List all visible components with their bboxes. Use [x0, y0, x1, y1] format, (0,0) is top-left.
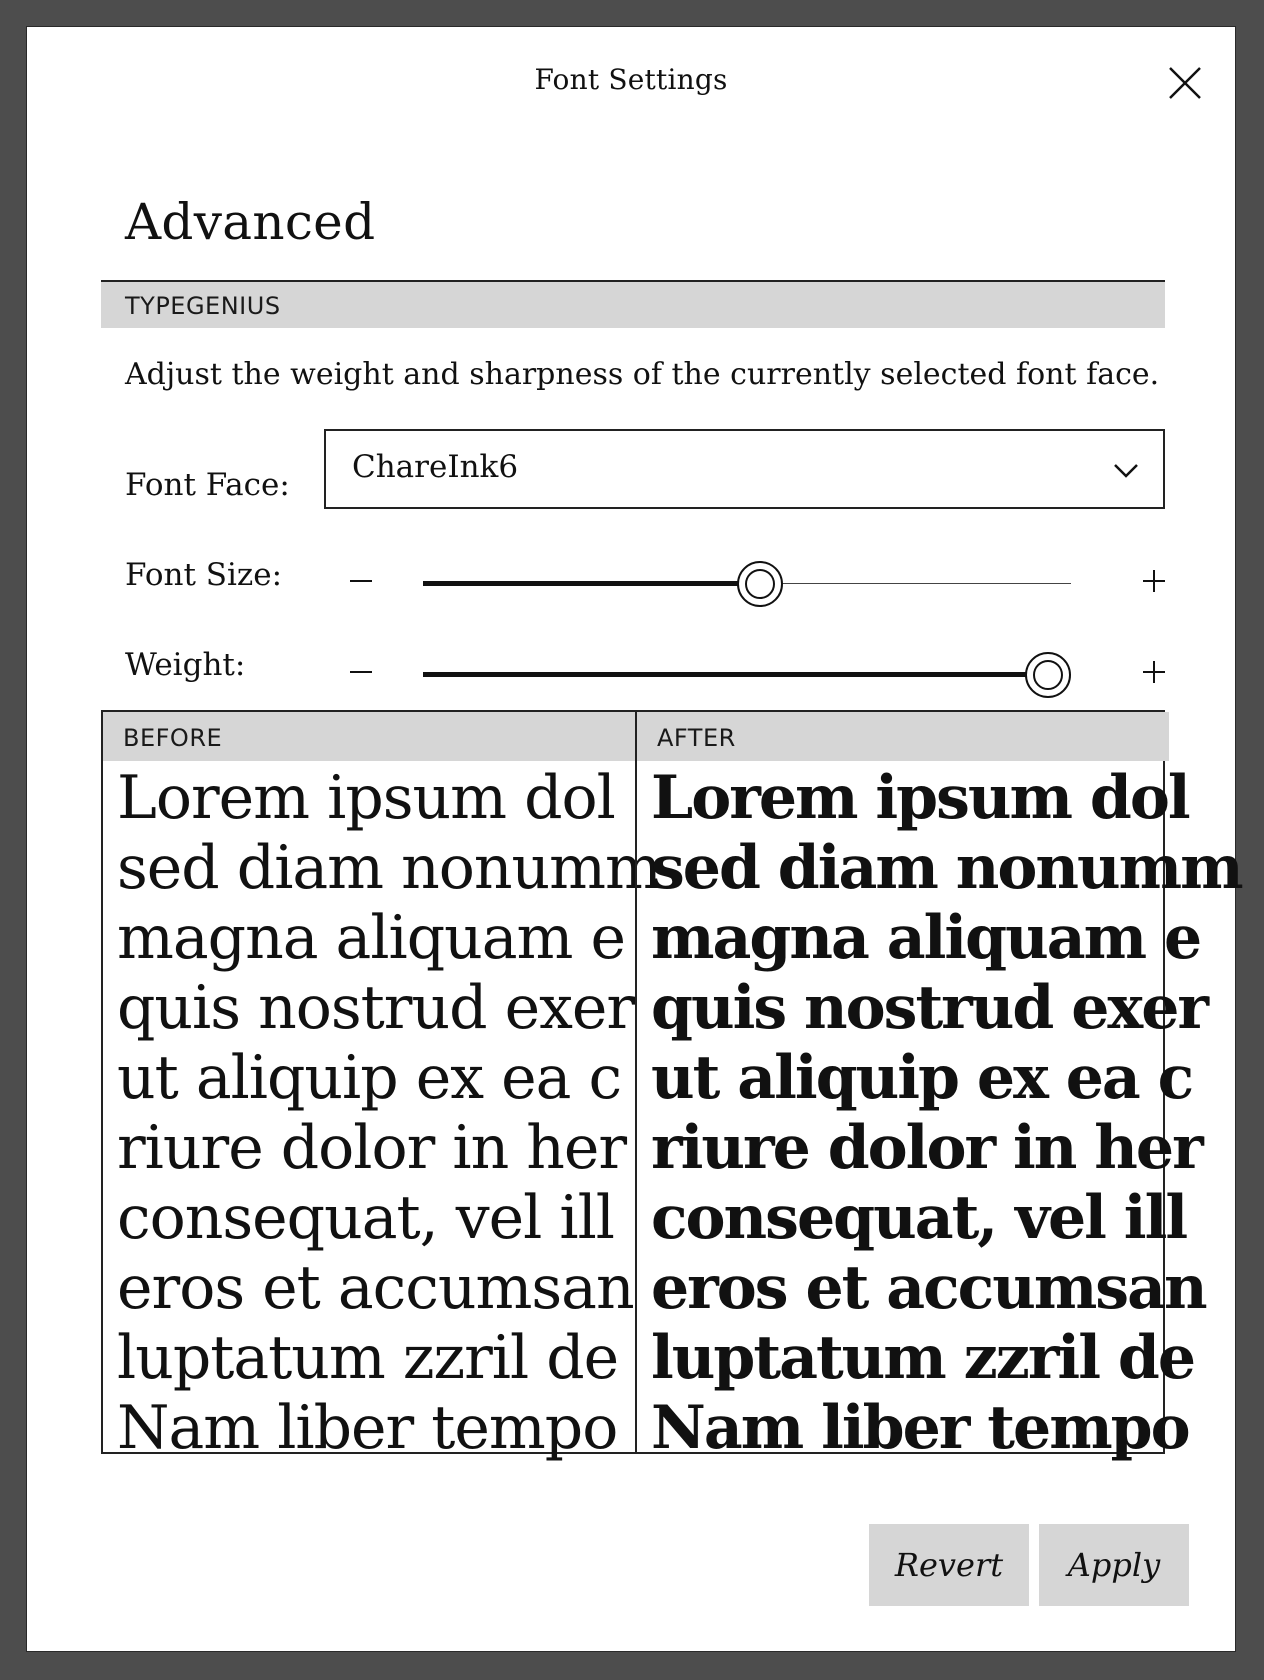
preview-line: magna aliquam e: [117, 903, 626, 973]
slider-thumb[interactable]: [736, 560, 784, 608]
slider-fill: [423, 581, 760, 586]
preview-line: ut aliquip ex ea c: [117, 1043, 622, 1113]
font-face-label: Font Face:: [125, 467, 290, 503]
group-header: [101, 280, 1165, 328]
before-text-area: [117, 761, 661, 1463]
after-pane-header: [637, 712, 1169, 761]
revert-button[interactable]: Revert: [869, 1524, 1029, 1606]
slider-thumb[interactable]: [1024, 651, 1072, 699]
font-face-dropdown[interactable]: [324, 429, 1165, 509]
after-text-area: [651, 761, 1242, 1463]
after-preview-text: [651, 763, 1242, 1463]
weight-label: Weight:: [125, 647, 246, 683]
minus-icon: [338, 558, 384, 604]
apply-button[interactable]: Apply: [1039, 1524, 1189, 1606]
description-text: Adjust the weight and sharpness of the currently selected font face.: [125, 357, 1160, 392]
font-size-decrease-button[interactable]: [338, 558, 384, 604]
preview-line: quis nostrud exer: [117, 973, 635, 1043]
before-pane-header: [103, 712, 635, 761]
dialog-title: Font Settings: [534, 63, 728, 96]
font-preview: [101, 710, 1242, 1463]
preview-line: eros et accumsan: [117, 1253, 634, 1323]
before-pane: [103, 712, 661, 1463]
font-size-label: Font Size:: [125, 557, 283, 593]
preview-line: Lorem ipsum dol: [117, 763, 615, 833]
preview-line: magna aliquam e: [651, 903, 1201, 973]
before-preview-text: [117, 763, 661, 1463]
close-button[interactable]: [1161, 59, 1209, 107]
font-face-value: ChareInk6: [352, 449, 519, 485]
preview-line: sed diam nonumm: [651, 833, 1242, 903]
preview-line: consequat, vel ill: [117, 1183, 614, 1253]
preview-line: ut aliquip ex ea c: [651, 1043, 1193, 1113]
after-pane: [635, 712, 1242, 1463]
plus-icon: [1131, 649, 1177, 695]
preview-line: Lorem ipsum dol: [651, 763, 1189, 833]
minus-icon: [338, 649, 384, 695]
font-size-increase-button[interactable]: [1131, 558, 1177, 604]
slider-fill: [423, 672, 1048, 677]
preview-line: Nam liber tempo: [117, 1393, 618, 1463]
after-label: AFTER: [657, 724, 736, 752]
preview-line: quis nostrud exer: [651, 973, 1207, 1043]
preview-line: consequat, vel ill: [651, 1183, 1187, 1253]
weight-decrease-button[interactable]: [338, 649, 384, 695]
section-heading: Advanced: [125, 193, 376, 251]
weight-increase-button[interactable]: [1131, 649, 1177, 695]
preview-line: luptatum zzril de: [117, 1323, 619, 1393]
preview-line: eros et accumsan: [651, 1253, 1206, 1323]
group-header-label: TYPEGENIUS: [125, 292, 281, 320]
chevron-down-icon: [1111, 455, 1141, 485]
preview-line: riure dolor in her: [651, 1113, 1202, 1183]
font-size-slider[interactable]: [423, 559, 1071, 609]
close-icon: [1161, 59, 1209, 107]
before-label: BEFORE: [123, 724, 223, 752]
font-settings-dialog: [26, 26, 1242, 1652]
preview-line: riure dolor in her: [117, 1113, 627, 1183]
preview-line: luptatum zzril de: [651, 1323, 1195, 1393]
weight-slider[interactable]: [423, 650, 1071, 700]
preview-line: sed diam nonumm: [117, 833, 661, 903]
plus-icon: [1131, 558, 1177, 604]
preview-line: Nam liber tempo: [651, 1393, 1189, 1463]
